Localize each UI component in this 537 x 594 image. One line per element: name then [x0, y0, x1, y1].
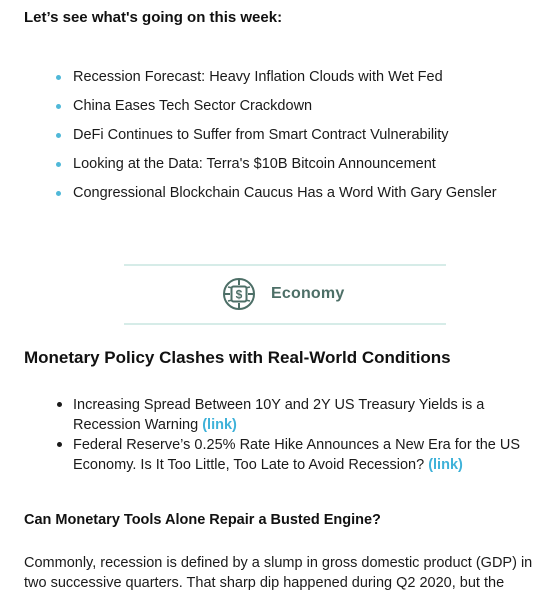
bullet-icon [56, 104, 61, 109]
bullet-icon [57, 402, 62, 407]
source-link[interactable]: (link) [428, 457, 463, 473]
news-text: Federal Reserve’s 0.25% Rate Hike Announces a New Era for the US Economy. Is It Too Little, Too Late to Avoid Recession? [73, 437, 521, 473]
topic-label: Recession Forecast: Heavy Inflation Clouds with Wet Fed [73, 69, 443, 85]
dollar-globe-icon [222, 277, 256, 311]
bullet-icon [56, 75, 61, 80]
body-paragraph: Commonly, recession is defined by a slump in gross domestic product (GDP) in two successive quarters. That sharp dip happened during Q2 2020, but the [24, 555, 533, 591]
topic-label: Looking at the Data: Terra's $10B Bitcoin Announcement [73, 156, 436, 172]
intro-heading: Let’s see what's going on this week: [24, 9, 283, 26]
source-link[interactable]: (link) [202, 417, 237, 433]
section-banner [124, 264, 446, 326]
topic-label: DeFi Continues to Suffer from Smart Contract Vulnerability [73, 127, 449, 143]
banner-divider-bottom [124, 323, 446, 325]
news-text: Increasing Spread Between 10Y and 2Y US Treasury Yields is a Recession Warning [73, 397, 485, 433]
bullet-icon [57, 442, 62, 447]
svg-text:$: $ [235, 287, 243, 302]
topic-label: China Eases Tech Sector Crackdown [73, 98, 313, 114]
section-title: Monetary Policy Clashes with Real-World Conditions [24, 348, 451, 367]
news-item [73, 435, 523, 475]
bullet-icon [56, 162, 61, 167]
bullet-icon [56, 133, 61, 138]
banner-divider-top [124, 264, 446, 266]
news-item [73, 395, 523, 435]
bullet-icon [56, 191, 61, 196]
topic-label: Congressional Blockchain Caucus Has a Word With Gary Gensler [73, 185, 497, 201]
news-list [73, 395, 523, 475]
banner-label: Economy [271, 285, 345, 302]
subheading: Can Monetary Tools Alone Repair a Busted Engine? [24, 512, 381, 528]
